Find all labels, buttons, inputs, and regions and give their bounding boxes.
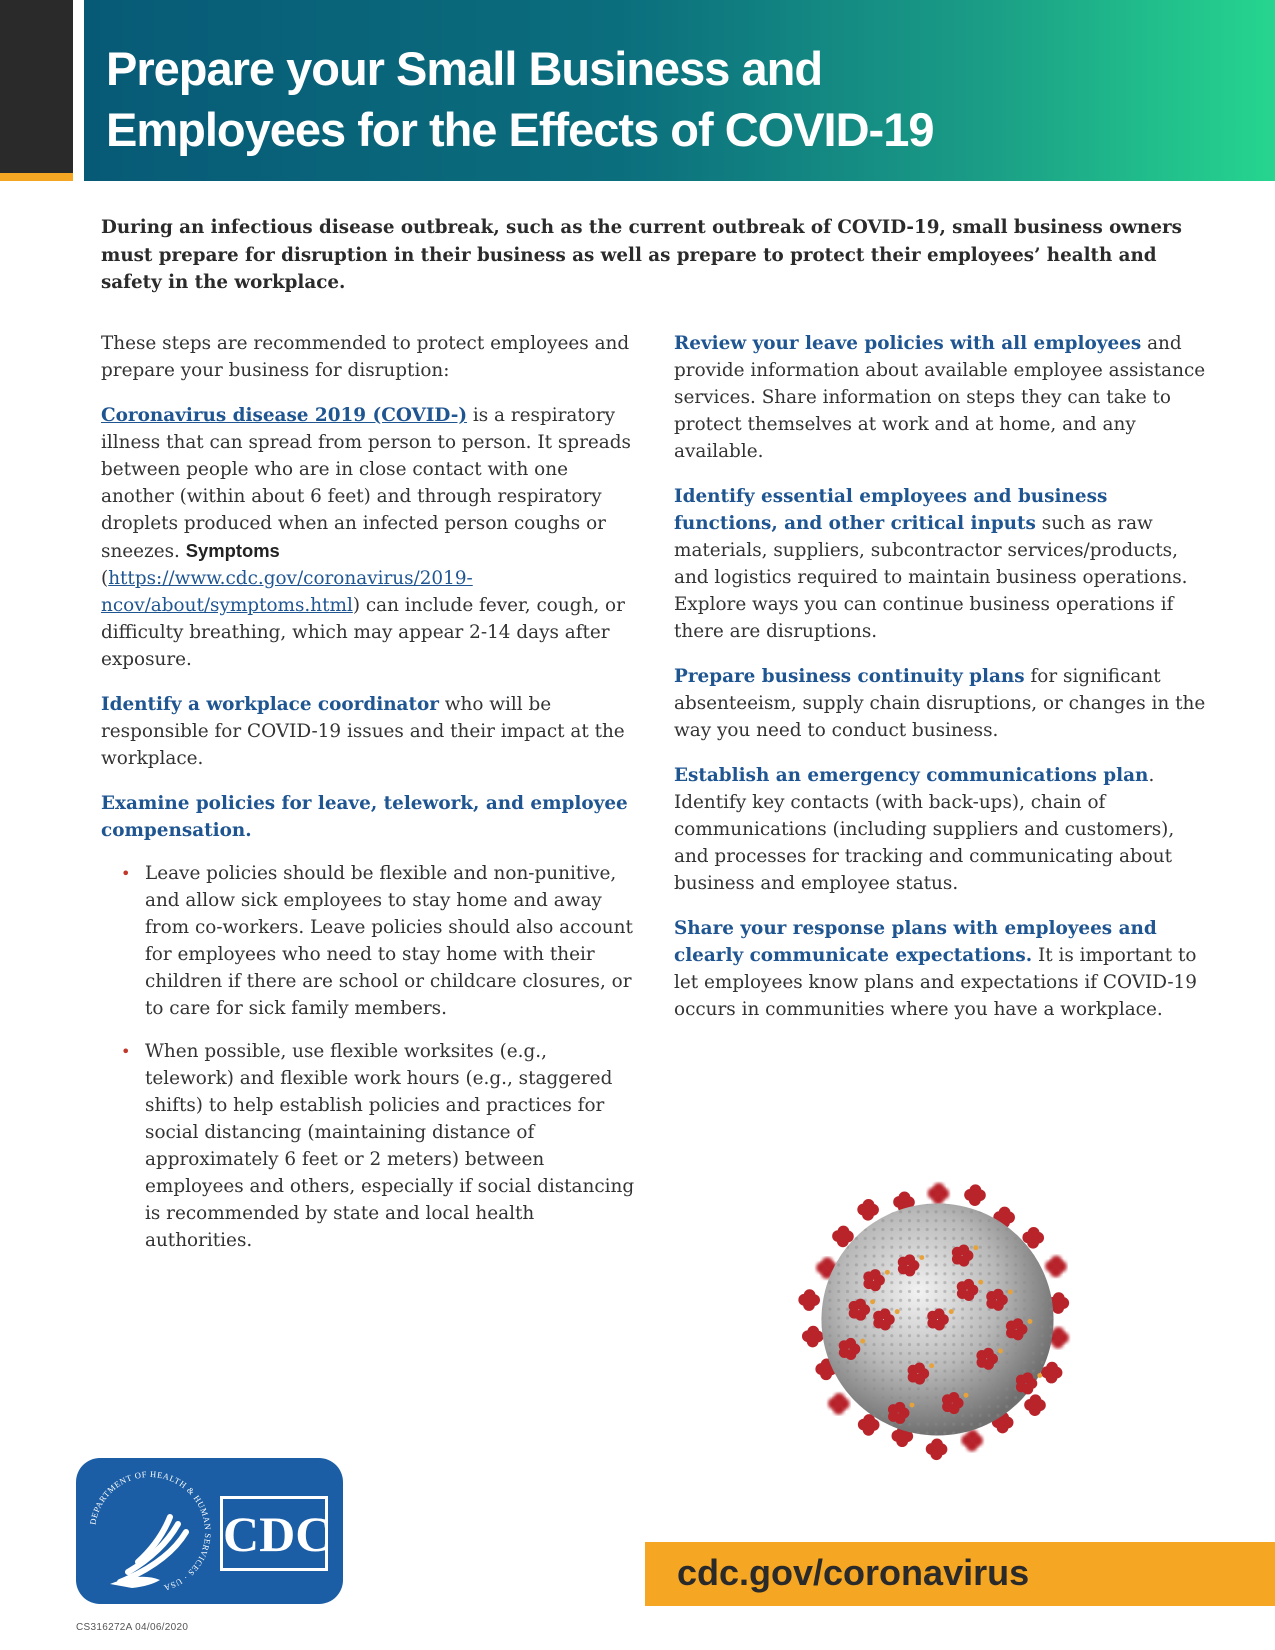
- header-banner: [84, 0, 1275, 181]
- steps-intro: These steps are recommended to protect employees and prepare your business for disruption:: [101, 333, 630, 381]
- essential-paragraph: [674, 483, 1214, 645]
- emergency-paragraph: [674, 762, 1214, 897]
- coordinator-text: who will be responsible for COVID-19 issues and their impact at the workplace.: [101, 694, 625, 769]
- symptoms-text: ) can include fever, cough, or difficulty breathing, which may appear 2-14 days after exposure.: [101, 595, 625, 670]
- hhs-eagle-seal-icon: [80, 1462, 220, 1602]
- leave-paragraph: [674, 330, 1214, 465]
- share-text: It is important to let employees know plans and expectations if COVID-19 occurs in communities where you have a workplace.: [674, 945, 1197, 1020]
- page-title-line-2: Employees for the Effects of COVID-19: [106, 103, 934, 156]
- continuity-text: for significant absenteeism, supply chain disruptions, or changes in the way you need to conduct business.: [674, 666, 1206, 741]
- cdc-url-text[interactable]: cdc.gov/coronavirus: [677, 1552, 1030, 1593]
- hhs-cdc-logo: [76, 1458, 343, 1604]
- emergency-heading: Establish an emergency communications plan: [674, 765, 1149, 786]
- covid-text: is a respiratory illness that can spread from person to person. It spreads between people who are in close contact with one another (within about 6 feet) and through respiratory droplets produced when an infected person coughs or sneezes.: [101, 405, 631, 562]
- covid-paragraph: [101, 402, 641, 673]
- list-item: • When possible, use flexible worksites (e.g., telework) and flexible work hours (e.g., staggered shifts) to help establish policies and practices for social distancing (maintaining distance of approximately 6 feet or 2 meters) between employees and others, especially if social distancing is recommended by state and local health authorities.: [145, 1038, 641, 1254]
- leave-heading: Review your leave policies with all employees: [674, 333, 1142, 354]
- right-column: [674, 330, 1214, 1041]
- continuity-heading: Prepare business continuity plans: [674, 666, 1025, 687]
- symptoms-open: (: [101, 568, 109, 589]
- side-accent-orange: [0, 173, 73, 181]
- share-heading: Share your response plans with employees and clearly communicate expectations.: [674, 918, 1157, 966]
- hhs-seal-text: DEPARTMENT OF HEALTH & HUMAN SERVICES · USA: [87, 1468, 214, 1594]
- share-paragraph: [674, 915, 1214, 1023]
- emergency-text: . Identify key contacts (with back-ups), chain of communications (including suppliers and customers), and processes for tracking and communicating about business and employee status.: [674, 765, 1175, 894]
- policies-heading: Examine policies for leave, telework, and employee compensation.: [101, 793, 628, 841]
- intro-paragraph: During an infectious disease outbreak, such as the current outbreak of COVID-19, small business owners must prepare for disruption in their business as well as prepare to protect their employees’ health and safety in the workplace.: [101, 217, 1182, 293]
- continuity-paragraph: [674, 663, 1214, 744]
- side-accent-dark: [0, 0, 73, 173]
- cdc-logo-text: CDC: [223, 1506, 332, 1562]
- list-item: • Leave policies should be flexible and non-punitive, and allow sick employees to stay home and away from co-workers. Leave policies should also account for employees who need to stay home with their children if there are school or childcare closures, or to care for sick family members.: [145, 860, 641, 1022]
- coordinator-heading: Identify a workplace coordinator: [101, 694, 439, 715]
- cdc-url-banner: [645, 1542, 1275, 1606]
- essential-heading: Identify essential employees and business functions, and other critical inputs: [674, 486, 1108, 534]
- symptoms-label: Symptoms: [185, 540, 280, 561]
- covid-link[interactable]: Coronavirus disease 2019 (COVID-): [101, 405, 468, 426]
- document-code: CS316272A 04/06/2020: [76, 1622, 189, 1633]
- coordinator-paragraph: [101, 691, 641, 772]
- essential-text: such as raw materials, suppliers, subcontractor services/products, and logistics required to maintain business operations. Explore ways you can continue business operations if there are disruptions.: [674, 513, 1188, 642]
- left-column: [101, 330, 641, 1270]
- coronavirus-image: [790, 1172, 1085, 1467]
- page-title-line-1: Prepare your Small Business and: [106, 42, 823, 95]
- svg-text:DEPARTMENT OF HEALTH & HUMAN S: [87, 1469, 213, 1593]
- symptoms-url-link[interactable]: https://www.cdc.gov/coronavirus/2019-ncov/about/symptoms.html: [101, 568, 473, 616]
- cdc-logo-box: [220, 1496, 332, 1571]
- leave-text: and provide information about available employee assistance services. Share information on steps they can take to protect themselves at work and at home, and any available.: [674, 333, 1206, 462]
- page-title: [106, 38, 1266, 160]
- policies-bullet-list: [145, 860, 641, 1254]
